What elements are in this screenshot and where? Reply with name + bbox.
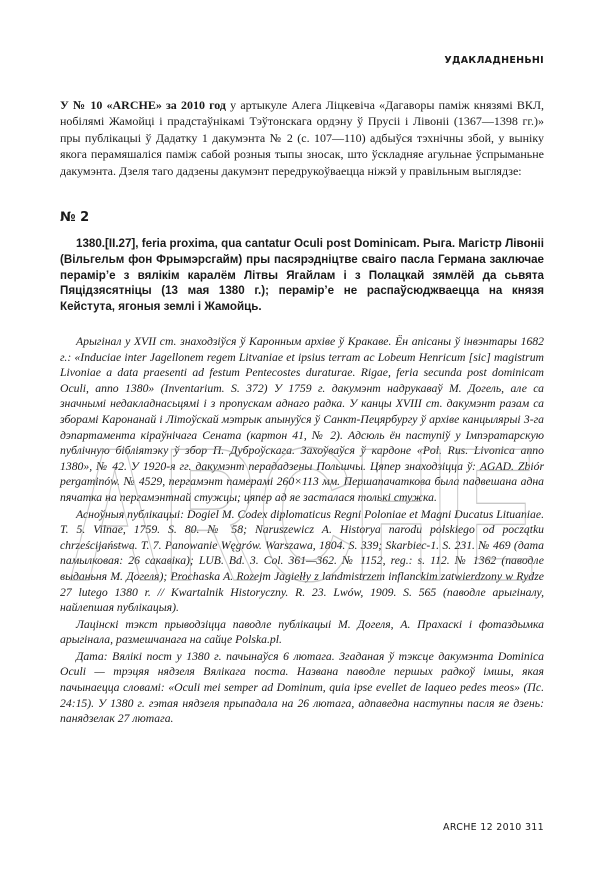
- note-date: Дата: Вялікі пост у 1380 г. пачынаўся 6 лютага. Згаданая ў тэксце дакумэнта Dominica Oculi — трэцяя нядзеля Вялікага поста. Названа паводле першых радкоў імшы, якая пачынаецца словамі: «Oculi mei semper ad Dominum, quia ipse evellet de laqueo pedes meos» (Пс. 24:15). У 1380 г. гэтая нядзеля прыпадала на 26 лютага, адпаведна наступны пасля яе дзень: панядзелак 27 лютага.: [60, 649, 544, 726]
- section-label: УДАКЛАДНЕНЬНІ: [444, 55, 544, 66]
- erratum-text: у артыкуле Алега Ліцкевіча «Дагаворы паміж князямі ВКЛ, нобілямі Жамойці і прадстаўнікамі Тэўтонскага ордэну ў Прусіі і Лівоніі (1367—1398 гг.)» пры публікацыі ў Дадатку 1 дакумэнта № 2 (с. 107—110) адбыўся тэхнічны збой, у выніку якога перамяшаліся паміж сабой розныя тыпы зносак, што ўскладняе агульнае ўспрыманьне дакумэнта. Дзеля таго дадзены дакумэнт передрукоўваецца ніжэй у правільным выглядзе:: [60, 98, 544, 178]
- erratum-paragraph: [60, 97, 544, 179]
- note-latin-text: Лацінскі тэкст прыводзіцца паводле публікацыі М. Догеля, А. Прахаскі і фотаздымка арыгінала, размешчанага на сайце Polska.pl.: [60, 617, 544, 647]
- note-publications: Аснoўныя публікацыі: Dogiel M. Codex diplomaticus Regni Poloniae et Magni Ducatus Lituaniae. T. 5. Vilnae, 1759. S. 80. № 58; Naruszewicz A. Historya narodu polskiego od początku chrześcijaństwa. T. 7. Panowanie Węgrów. Warszawa, 1804. S. 339; Skarbiec-1. S. 231. № 469 (дата памылковая: 26 сакавіка); LUB. Bd. 3. Col. 361—362. № 1152, reg.: s. 112. № 1362 (паводле выданьня М. Догеля); Prochaska A. Rozejm Jagiełły z landmistrzem inflanckim zatwierdzony w Rydze 27 lutego 1380 r. // Kwartalnik Historyczny. R. 23. Lwów, 1909. S. 565 (паводле арыгіналу, найлепшая публікацыя).: [60, 507, 544, 615]
- document-number: № 2: [60, 210, 90, 225]
- note-original: Арыгінал у XVII ст. знаходзіўся ў Каронным архіве ў Кракаве. Ён апісаны ў інвэнтары 1682 г.: «Induciae inter Jagellonem regem Litvaniae et ipsius terram ac Lobeum Henricum [sic] magistrum Livoniae a data praesenti ad festum Pentecostes duraturae. Rigae, feria secunda post dominicam Oculi, anno 1380» (Inventarium. S. 372) У 1759 г. дакумэнт надрукаваў М. Догель, але са значнымі недакладнасьцямі і з пропускам аднаго радка. У канцы XVIII ст. дакумэнт разам са зборамі Каронанай і Літоўскай мэтрык апынуўся ў Санкт-Пецярбургу ў архіве канцылярыі 3-га дэпартамента кіраўнічага Сената (картон 41, № 2). Адсюль ён паступіў у Імпэратарскую публічную бібліятэку ў збор П. Дуброўскага. Захоўваўся ў кардоне «Pol. Rus. Livonica anno 1380», № 42. У 1920-я гг. дакумэнт перададзены Польшчы. Цяпер знаходзіцца ў: AGAD. Zbiór pergaminów. № 4529, пергамэнт памерамі 260×113 мм. Першапачаткова была падвешана адна пячатка на пергамэнтнай стужцы; цяпер ад яе засталася толькі стужка.: [60, 335, 544, 504]
- page-footer: ARCHE 12 2010 311: [443, 822, 544, 833]
- document-heading: 1380.[II.27], feria proxima, qua cantatur Oculi post Dominicam. Рыга. Магістр Лівоніі (Вільгельм фон Фрымэрсгайм) пры пасярэдніцтве сваіго пасла Германа заключае перамір’е з вялікім каралём Літвы Ягайлам і з Полацкай зямлёй да сьвята Пяцідзясятніцы (13 мая 1380 г.); перамір’е не распаўсюджваецца на князя Кейстута, ягоныя землі і Жамойць.: [60, 237, 544, 314]
- svg-text:ARCHE: ARCHE: [67, 409, 537, 621]
- erratum-lead: У № 10 «ARCHE» за 2010 год: [60, 98, 226, 112]
- archival-notes: [60, 334, 544, 728]
